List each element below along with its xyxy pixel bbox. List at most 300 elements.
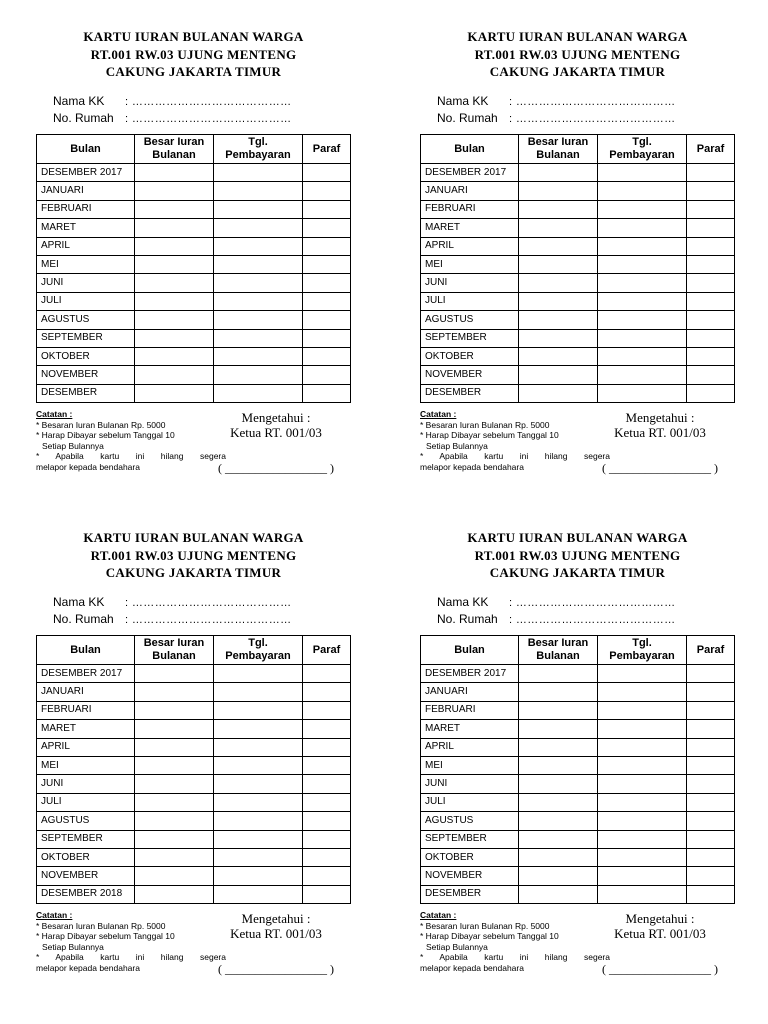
amount-cell[interactable]: [519, 701, 598, 719]
amount-cell[interactable]: [519, 237, 598, 255]
date-cell[interactable]: [214, 347, 303, 365]
paraf-cell[interactable]: [303, 738, 351, 756]
nama-kk-value: : ……………………………………: [509, 96, 676, 108]
payment-table: [420, 134, 735, 403]
note-line: Setiap Bulannya: [426, 941, 488, 952]
table-row: [421, 775, 735, 793]
date-cell[interactable]: [598, 885, 687, 903]
amount-cell[interactable]: [135, 885, 214, 903]
nama-kk-value: : ……………………………………: [125, 96, 292, 108]
amount-cell[interactable]: [519, 292, 598, 310]
signature-block: [585, 911, 735, 977]
date-cell[interactable]: [598, 255, 687, 273]
note-line: * Harap Dibayar sebelum Tanggal 10: [36, 931, 175, 941]
date-cell[interactable]: [598, 867, 687, 885]
mengetahui-label: Mengetahui :: [625, 410, 695, 425]
month-cell: DESEMBER 2017: [37, 164, 135, 182]
no-rumah-field: [437, 612, 676, 627]
title-line-3: CAKUNG JAKARTA TIMUR: [105, 565, 282, 580]
table-row: [37, 200, 351, 218]
table-row: [421, 182, 735, 200]
month-cell: MEI: [37, 756, 135, 774]
table-row: [421, 237, 735, 255]
amount-cell[interactable]: [135, 274, 214, 292]
payment-table: [420, 635, 735, 904]
paraf-cell[interactable]: [687, 720, 735, 738]
paraf-cell[interactable]: [303, 347, 351, 365]
paraf-cell[interactable]: [303, 384, 351, 402]
mengetahui-label: Mengetahui :: [241, 410, 311, 425]
title-line-2: RT.001 RW.03 UJUNG MENTENG: [474, 547, 681, 563]
note-line: melapor kepada bendahara: [36, 461, 140, 472]
date-cell[interactable]: [214, 848, 303, 866]
date-cell[interactable]: [598, 292, 687, 310]
title-line-1: KARTU IURAN BULANAN WARGA: [83, 29, 304, 44]
paraf-cell[interactable]: [303, 720, 351, 738]
paraf-cell[interactable]: [303, 775, 351, 793]
month-cell: DESEMBER: [421, 384, 519, 402]
amount-cell[interactable]: [519, 848, 598, 866]
date-cell[interactable]: [214, 366, 303, 384]
month-cell: DESEMBER: [37, 384, 135, 402]
amount-cell[interactable]: [519, 812, 598, 830]
date-cell[interactable]: [598, 311, 687, 329]
note-line: melapor kepada bendahara: [420, 962, 524, 973]
table-row: [421, 329, 735, 347]
paraf-cell[interactable]: [687, 219, 735, 237]
amount-cell[interactable]: [519, 756, 598, 774]
month-cell: APRIL: [421, 738, 519, 756]
month-cell: MEI: [421, 756, 519, 774]
amount-cell[interactable]: [519, 311, 598, 329]
month-cell: MARET: [37, 219, 135, 237]
paraf-cell[interactable]: [303, 683, 351, 701]
paraf-cell[interactable]: [303, 164, 351, 182]
date-cell[interactable]: [598, 720, 687, 738]
table-row: [421, 347, 735, 365]
date-cell[interactable]: [214, 292, 303, 310]
paraf-cell[interactable]: [303, 867, 351, 885]
catatan-heading: Catatan :: [420, 409, 457, 419]
month-cell: NOVEMBER: [421, 366, 519, 384]
amount-cell[interactable]: [519, 830, 598, 848]
amount-cell[interactable]: [135, 164, 214, 182]
amount-cell[interactable]: [519, 885, 598, 903]
month-cell: JUNI: [37, 775, 135, 793]
date-cell[interactable]: [598, 701, 687, 719]
month-cell: OKTOBER: [421, 347, 519, 365]
amount-cell[interactable]: [135, 867, 214, 885]
table-row: [37, 756, 351, 774]
nama-kk-field: [53, 595, 292, 610]
col-bulan: Bulan: [37, 135, 135, 164]
month-cell: DESEMBER 2018: [37, 885, 135, 903]
date-cell[interactable]: [214, 665, 303, 683]
amount-cell[interactable]: [135, 292, 214, 310]
table-row: [37, 830, 351, 848]
date-cell[interactable]: [214, 329, 303, 347]
no-rumah-label: No. Rumah: [53, 111, 114, 125]
paraf-cell[interactable]: [687, 793, 735, 811]
date-cell[interactable]: [214, 812, 303, 830]
amount-cell[interactable]: [519, 867, 598, 885]
note-line: * Apabila kartu ini hilang segera: [420, 451, 610, 461]
table-row: [421, 812, 735, 830]
table-header-row: [421, 636, 735, 665]
amount-cell[interactable]: [135, 756, 214, 774]
amount-cell[interactable]: [519, 347, 598, 365]
paraf-cell[interactable]: [687, 237, 735, 255]
no-rumah-value: : ……………………………………: [125, 113, 292, 125]
date-cell[interactable]: [598, 200, 687, 218]
payment-table: [36, 134, 351, 403]
col-paraf: Paraf: [303, 135, 351, 164]
note-line: Setiap Bulannya: [42, 440, 104, 451]
date-cell[interactable]: [214, 756, 303, 774]
amount-cell[interactable]: [135, 683, 214, 701]
col-bulan: Bulan: [421, 135, 519, 164]
date-cell[interactable]: [598, 756, 687, 774]
amount-cell[interactable]: [135, 219, 214, 237]
table-row: [37, 219, 351, 237]
iuran-card-1: [36, 28, 351, 475]
month-cell: NOVEMBER: [37, 366, 135, 384]
paraf-cell[interactable]: [303, 701, 351, 719]
catatan-heading: Catatan :: [420, 910, 457, 920]
paraf-cell[interactable]: [303, 292, 351, 310]
no-rumah-value: : ……………………………………: [125, 614, 292, 626]
catatan-heading: Catatan :: [36, 910, 73, 920]
amount-cell[interactable]: [519, 384, 598, 402]
month-cell: AGUSTUS: [421, 812, 519, 830]
date-cell[interactable]: [598, 775, 687, 793]
iuran-card-4: [420, 529, 735, 976]
paraf-cell[interactable]: [303, 366, 351, 384]
table-row: [37, 347, 351, 365]
date-cell[interactable]: [598, 665, 687, 683]
paraf-cell[interactable]: [303, 182, 351, 200]
ketua-label: Ketua RT. 001/03: [614, 425, 706, 440]
date-cell[interactable]: [214, 274, 303, 292]
date-cell[interactable]: [598, 848, 687, 866]
date-cell[interactable]: [214, 867, 303, 885]
date-cell[interactable]: [598, 793, 687, 811]
table-row: [421, 219, 735, 237]
col-tgl-pembayaran: Tgl. Pembayaran: [214, 135, 303, 164]
note-line: melapor kepada bendahara: [36, 962, 140, 973]
table-row: [37, 366, 351, 384]
date-cell[interactable]: [214, 255, 303, 273]
table-row: [37, 384, 351, 402]
note-line: * Besaran Iuran Bulanan Rp. 5000: [36, 920, 166, 931]
note-line: * Besaran Iuran Bulanan Rp. 5000: [420, 920, 550, 931]
paraf-cell[interactable]: [687, 775, 735, 793]
table-row: [421, 311, 735, 329]
col-tgl-pembayaran: Tgl. Pembayaran: [598, 135, 687, 164]
date-cell[interactable]: [214, 683, 303, 701]
paraf-cell[interactable]: [687, 255, 735, 273]
table-row: [421, 200, 735, 218]
note-line: * Apabila kartu ini hilang segera: [420, 952, 610, 962]
paraf-cell[interactable]: [687, 384, 735, 402]
month-cell: MARET: [37, 720, 135, 738]
month-cell: OKTOBER: [37, 848, 135, 866]
paraf-cell[interactable]: [303, 219, 351, 237]
amount-cell[interactable]: [135, 329, 214, 347]
card-title: [36, 529, 351, 582]
card-title: [420, 529, 735, 582]
paraf-cell[interactable]: [303, 830, 351, 848]
month-cell: JANUARI: [421, 683, 519, 701]
amount-cell[interactable]: [135, 182, 214, 200]
amount-cell[interactable]: [519, 366, 598, 384]
title-line-2: RT.001 RW.03 UJUNG MENTENG: [474, 46, 681, 62]
col-besar-iuran: Besar Iuran Bulanan: [519, 636, 598, 665]
amount-cell[interactable]: [519, 775, 598, 793]
col-paraf: Paraf: [687, 135, 735, 164]
date-cell[interactable]: [598, 366, 687, 384]
amount-cell[interactable]: [519, 738, 598, 756]
date-cell[interactable]: [598, 182, 687, 200]
date-cell[interactable]: [598, 738, 687, 756]
amount-cell[interactable]: [135, 793, 214, 811]
month-cell: APRIL: [37, 738, 135, 756]
paraf-cell[interactable]: [687, 756, 735, 774]
note-line: * Apabila kartu ini hilang segera: [36, 952, 226, 962]
table-row: [37, 182, 351, 200]
amount-cell[interactable]: [135, 848, 214, 866]
table-row: [421, 793, 735, 811]
no-rumah-label: No. Rumah: [53, 612, 114, 626]
date-cell[interactable]: [598, 274, 687, 292]
paraf-cell[interactable]: [687, 665, 735, 683]
amount-cell[interactable]: [519, 200, 598, 218]
iuran-card-2: [420, 28, 735, 475]
paraf-cell[interactable]: [303, 848, 351, 866]
date-cell[interactable]: [214, 384, 303, 402]
no-rumah-value: : ……………………………………: [509, 614, 676, 626]
amount-cell[interactable]: [519, 720, 598, 738]
card-title: [36, 28, 351, 81]
table-row: [421, 683, 735, 701]
table-header-row: [37, 135, 351, 164]
amount-cell[interactable]: [135, 665, 214, 683]
amount-cell[interactable]: [135, 347, 214, 365]
amount-cell[interactable]: [135, 311, 214, 329]
month-cell: DESEMBER 2017: [421, 164, 519, 182]
col-tgl-pembayaran: Tgl. Pembayaran: [598, 636, 687, 665]
table-row: [37, 775, 351, 793]
no-rumah-field: [53, 111, 292, 126]
date-cell[interactable]: [214, 793, 303, 811]
month-cell: JULI: [37, 793, 135, 811]
month-cell: MEI: [421, 255, 519, 273]
month-cell: NOVEMBER: [37, 867, 135, 885]
table-row: [421, 756, 735, 774]
col-paraf: Paraf: [687, 636, 735, 665]
catatan-notes: [420, 409, 610, 472]
title-line-3: CAKUNG JAKARTA TIMUR: [489, 64, 666, 79]
date-cell[interactable]: [598, 812, 687, 830]
date-cell[interactable]: [214, 775, 303, 793]
month-cell: MARET: [421, 219, 519, 237]
amount-cell[interactable]: [519, 683, 598, 701]
month-cell: AGUSTUS: [421, 311, 519, 329]
date-cell[interactable]: [598, 329, 687, 347]
table-row: [37, 683, 351, 701]
note-line: * Harap Dibayar sebelum Tanggal 10: [36, 430, 175, 440]
date-cell[interactable]: [214, 830, 303, 848]
iuran-card-3: [36, 529, 351, 976]
col-paraf: Paraf: [303, 636, 351, 665]
col-bulan: Bulan: [37, 636, 135, 665]
amount-cell[interactable]: [135, 720, 214, 738]
paraf-cell[interactable]: [303, 756, 351, 774]
month-cell: JANUARI: [37, 182, 135, 200]
paraf-cell[interactable]: [303, 237, 351, 255]
paraf-cell[interactable]: [303, 255, 351, 273]
table-row: [421, 366, 735, 384]
date-cell[interactable]: [598, 347, 687, 365]
col-besar-iuran: Besar Iuran Bulanan: [135, 636, 214, 665]
table-row: [37, 255, 351, 273]
month-cell: APRIL: [37, 237, 135, 255]
paraf-cell[interactable]: [687, 885, 735, 903]
amount-cell[interactable]: [135, 366, 214, 384]
paraf-cell[interactable]: [303, 812, 351, 830]
paraf-cell[interactable]: [687, 200, 735, 218]
amount-cell[interactable]: [519, 219, 598, 237]
paraf-cell[interactable]: [303, 329, 351, 347]
amount-cell[interactable]: [135, 812, 214, 830]
table-row: [421, 738, 735, 756]
amount-cell[interactable]: [519, 182, 598, 200]
amount-cell[interactable]: [135, 830, 214, 848]
month-cell: MARET: [421, 720, 519, 738]
paraf-cell[interactable]: [303, 200, 351, 218]
paraf-cell[interactable]: [303, 885, 351, 903]
title-line-2: RT.001 RW.03 UJUNG MENTENG: [90, 547, 297, 563]
date-cell[interactable]: [598, 237, 687, 255]
table-row: [37, 867, 351, 885]
paraf-cell[interactable]: [687, 311, 735, 329]
paraf-cell[interactable]: [687, 701, 735, 719]
amount-cell[interactable]: [135, 384, 214, 402]
ketua-label: Ketua RT. 001/03: [614, 926, 706, 941]
paraf-cell[interactable]: [687, 164, 735, 182]
note-line: * Harap Dibayar sebelum Tanggal 10: [420, 430, 559, 440]
month-cell: JANUARI: [421, 182, 519, 200]
table-row: [37, 738, 351, 756]
date-cell[interactable]: [214, 701, 303, 719]
col-tgl-pembayaran: Tgl. Pembayaran: [214, 636, 303, 665]
date-cell[interactable]: [598, 164, 687, 182]
month-cell: FEBRUARI: [37, 200, 135, 218]
paraf-cell[interactable]: [687, 683, 735, 701]
amount-cell[interactable]: [135, 255, 214, 273]
date-cell[interactable]: [214, 164, 303, 182]
amount-cell[interactable]: [135, 237, 214, 255]
amount-cell[interactable]: [519, 274, 598, 292]
paraf-cell[interactable]: [687, 366, 735, 384]
table-row: [37, 720, 351, 738]
month-cell: JUNI: [421, 274, 519, 292]
signature-block: [201, 911, 351, 977]
mengetahui-label: Mengetahui :: [241, 911, 311, 926]
table-row: [37, 812, 351, 830]
amount-cell[interactable]: [519, 793, 598, 811]
table-row: [421, 885, 735, 903]
paraf-cell[interactable]: [687, 812, 735, 830]
amount-cell[interactable]: [519, 164, 598, 182]
signature-block: [585, 410, 735, 476]
date-cell[interactable]: [214, 885, 303, 903]
amount-cell[interactable]: [135, 775, 214, 793]
paraf-cell[interactable]: [303, 793, 351, 811]
amount-cell[interactable]: [135, 701, 214, 719]
signature-line: ( _________________ ): [218, 461, 334, 475]
paraf-cell[interactable]: [687, 738, 735, 756]
month-cell: APRIL: [421, 237, 519, 255]
table-row: [37, 274, 351, 292]
paraf-cell[interactable]: [687, 274, 735, 292]
date-cell[interactable]: [214, 720, 303, 738]
mengetahui-label: Mengetahui :: [625, 911, 695, 926]
month-cell: AGUSTUS: [37, 311, 135, 329]
note-line: * Apabila kartu ini hilang segera: [36, 451, 226, 461]
amount-cell[interactable]: [135, 738, 214, 756]
paraf-cell[interactable]: [687, 867, 735, 885]
month-cell: JULI: [37, 292, 135, 310]
date-cell[interactable]: [214, 200, 303, 218]
paraf-cell[interactable]: [303, 274, 351, 292]
ketua-label: Ketua RT. 001/03: [230, 926, 322, 941]
date-cell[interactable]: [214, 182, 303, 200]
date-cell[interactable]: [214, 237, 303, 255]
amount-cell[interactable]: [519, 329, 598, 347]
amount-cell[interactable]: [519, 255, 598, 273]
date-cell[interactable]: [598, 683, 687, 701]
table-row: [421, 292, 735, 310]
date-cell[interactable]: [214, 219, 303, 237]
month-cell: FEBRUARI: [37, 701, 135, 719]
table-row: [37, 164, 351, 182]
paraf-cell[interactable]: [687, 329, 735, 347]
amount-cell[interactable]: [135, 200, 214, 218]
table-header-row: [421, 135, 735, 164]
date-cell[interactable]: [598, 384, 687, 402]
date-cell[interactable]: [214, 311, 303, 329]
table-row: [421, 164, 735, 182]
paraf-cell[interactable]: [687, 830, 735, 848]
paraf-cell[interactable]: [303, 311, 351, 329]
paraf-cell[interactable]: [687, 292, 735, 310]
date-cell[interactable]: [598, 219, 687, 237]
date-cell[interactable]: [214, 738, 303, 756]
paraf-cell[interactable]: [687, 347, 735, 365]
no-rumah-field: [53, 612, 292, 627]
month-cell: OKTOBER: [421, 848, 519, 866]
paraf-cell[interactable]: [303, 665, 351, 683]
amount-cell[interactable]: [519, 665, 598, 683]
paraf-cell[interactable]: [687, 848, 735, 866]
date-cell[interactable]: [598, 830, 687, 848]
table-row: [37, 848, 351, 866]
note-line: Setiap Bulannya: [426, 440, 488, 451]
paraf-cell[interactable]: [687, 182, 735, 200]
month-cell: FEBRUARI: [421, 701, 519, 719]
month-cell: NOVEMBER: [421, 867, 519, 885]
